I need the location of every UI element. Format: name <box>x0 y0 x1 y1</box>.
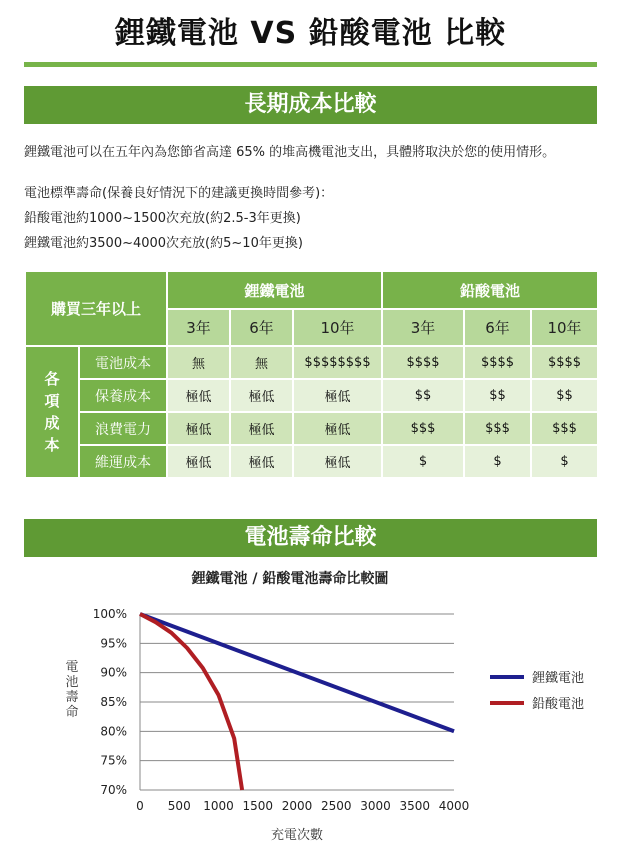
x-tick-label: 4000 <box>438 799 470 813</box>
table-cell: 極低 <box>230 412 293 445</box>
lifespan-title: 電池標準壽命(保養良好情況下的建議更換時間參考)： <box>24 186 334 201</box>
y-tick-label: 80% <box>100 724 127 739</box>
row-label: 維運成本 <box>79 445 167 478</box>
legend-label: 鋰鐵電池 <box>532 671 585 686</box>
x-tick-label: 1000 <box>203 799 234 813</box>
table-cell: $$$ <box>382 412 464 445</box>
x-tick-label: 1500 <box>242 799 274 813</box>
table-cell: 極低 <box>167 412 230 445</box>
year-header: 6年 <box>464 309 531 346</box>
table-corner: 購買三年以上 <box>25 271 167 346</box>
chart-grid <box>140 614 454 790</box>
cost-comparison-table <box>24 270 599 479</box>
side-label: 各項成本 <box>25 346 79 478</box>
table-cell: $ <box>382 445 464 478</box>
table-cell: 極低 <box>167 445 230 478</box>
table-cell: 極低 <box>230 379 293 412</box>
intro-text: 鋰鐵電池可以在五年內為您節省高達 65% 的堆高機電池支出，具體將取決於您的使用情形。 <box>24 145 556 160</box>
table-row <box>25 445 598 478</box>
table-row <box>25 346 598 379</box>
table-cell: 極低 <box>293 379 382 412</box>
x-tick-label: 0 <box>136 799 144 813</box>
table-cell: $$ <box>464 379 531 412</box>
table-cell: $$$$ <box>531 346 598 379</box>
title-divider <box>24 62 597 67</box>
group-header-lead-acid: 鉛酸電池 <box>382 271 598 309</box>
x-axis <box>136 799 469 813</box>
table-cell: $$ <box>382 379 464 412</box>
page-title: 鋰鐵電池 VS 鉛酸電池 比較 <box>114 16 507 51</box>
lead-acid-lifespan: 鉛酸電池約1000~1500次充放(約2.5-3年更換) <box>24 211 301 226</box>
x-tick-label: 2500 <box>320 799 352 813</box>
lifespan-line-chart <box>0 566 621 846</box>
x-tick-label: 500 <box>167 799 191 813</box>
table-cell: 極低 <box>167 379 230 412</box>
y-tick-label: 90% <box>100 665 127 680</box>
y-axis <box>93 607 127 797</box>
table-row <box>25 412 598 445</box>
x-tick-label: 3000 <box>360 799 391 813</box>
section-heading-cost: 長期成本比較 <box>24 86 597 124</box>
year-header: 10年 <box>531 309 598 346</box>
y-tick-label: 85% <box>100 695 127 709</box>
row-label: 電池成本 <box>79 346 167 379</box>
table-cell: $$$$ <box>464 346 531 379</box>
table-cell: $$$$ <box>382 346 464 379</box>
lifepo-lifespan: 鋰鐵電池約3500~4000次充放(約5~10年更換) <box>24 236 303 251</box>
table-cell: 極低 <box>230 445 293 478</box>
table-cell: $$$$$$$$ <box>293 346 382 379</box>
table-cell: $$$ <box>464 412 531 445</box>
year-header: 3年 <box>167 309 230 346</box>
table-cell: $$$ <box>531 412 598 445</box>
section-heading-lifespan: 電池壽命比較 <box>24 519 597 557</box>
table-cell: 極低 <box>293 445 382 478</box>
chart-legend <box>490 670 584 712</box>
table-cell: $$ <box>531 379 598 412</box>
table-cell: 無 <box>230 346 293 379</box>
x-tick-label: 3500 <box>399 799 431 813</box>
x-tick-label: 2000 <box>281 799 313 813</box>
row-label: 浪費電力 <box>79 412 167 445</box>
year-header: 10年 <box>293 309 382 346</box>
legend-label: 鉛酸電池 <box>532 697 585 712</box>
chart-title: 鋰鐵電池 / 鉛酸電池壽命比較圖 <box>191 571 389 587</box>
group-header-lifepo: 鋰鐵電池 <box>167 271 382 309</box>
y-tick-label: 100% <box>92 607 127 621</box>
year-header: 6年 <box>230 309 293 346</box>
table-cell: $ <box>464 445 531 478</box>
year-header: 3年 <box>382 309 464 346</box>
x-axis-label: 充電次數 <box>270 828 324 843</box>
y-tick-label: 95% <box>100 636 127 651</box>
y-tick-label: 75% <box>100 753 127 768</box>
y-axis-label: 電池壽命 <box>65 660 79 720</box>
table-cell: 極低 <box>293 412 382 445</box>
table-row <box>25 379 598 412</box>
table-cell: 無 <box>167 346 230 379</box>
y-tick-label: 70% <box>100 783 127 797</box>
table-cell: $ <box>531 445 598 478</box>
row-label: 保養成本 <box>79 379 167 412</box>
